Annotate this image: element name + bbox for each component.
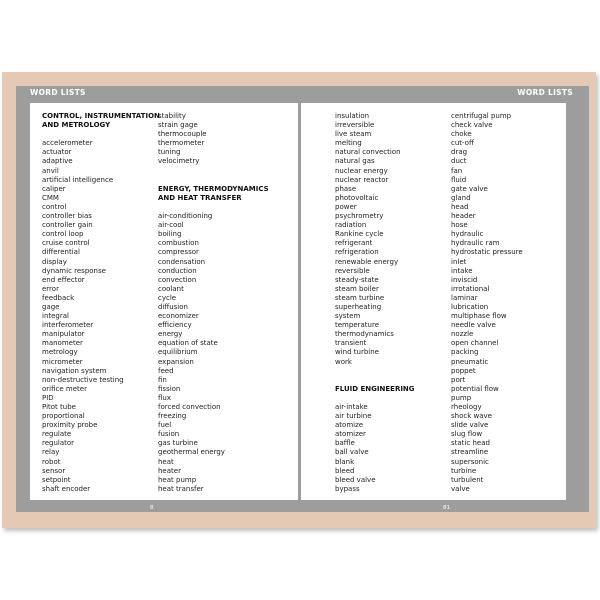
word-entry: drag bbox=[451, 148, 468, 157]
word-entry: Pitot tube bbox=[42, 403, 76, 411]
word-entry: rheology bbox=[451, 403, 482, 411]
word-entry: atomizer bbox=[335, 430, 366, 439]
word-entry: setpoint bbox=[42, 475, 71, 484]
word-entry: hose bbox=[451, 221, 468, 230]
word-entry: metrology bbox=[42, 348, 78, 357]
word-entry: accelerometer bbox=[42, 139, 93, 148]
word-entry: navigation system bbox=[42, 366, 107, 375]
word-entry: radiation bbox=[335, 221, 367, 230]
word-entry: tuning bbox=[158, 148, 181, 157]
word-entry: control loop bbox=[42, 230, 84, 239]
word-entry: lubrication bbox=[451, 302, 489, 311]
word-entry: caliper bbox=[42, 184, 66, 193]
word-entry: refrigeration bbox=[335, 248, 379, 257]
word-entry: thermodynamics bbox=[335, 330, 394, 339]
word-entry: hydrostatic pressure bbox=[451, 248, 523, 257]
word-entry: system bbox=[335, 312, 361, 321]
word-entry: centrifugal pump bbox=[451, 112, 512, 120]
word-entry: nuclear energy bbox=[335, 166, 388, 175]
word-entry: nozzle bbox=[451, 330, 474, 339]
word-entry: pneumatic bbox=[451, 357, 489, 366]
word-entry: bleed bbox=[335, 466, 355, 475]
page-number-right: 81 bbox=[443, 505, 450, 511]
word-entry: expansion bbox=[158, 357, 194, 366]
word-entry: CMM bbox=[42, 193, 59, 202]
word-entry: poppet bbox=[451, 366, 476, 375]
word-entry: proportional bbox=[42, 412, 85, 421]
word-entry: header bbox=[451, 212, 476, 221]
word-entry: bleed valve bbox=[335, 475, 376, 484]
word-entry: fluid bbox=[451, 175, 467, 184]
word-entry: manipulator bbox=[42, 330, 85, 339]
word-entry: transient bbox=[335, 339, 367, 348]
word-entry: reversible bbox=[335, 266, 370, 275]
word-column-2 bbox=[158, 112, 269, 494]
word-column-4 bbox=[451, 112, 523, 494]
word-entry: duct bbox=[451, 157, 467, 166]
word-entry: steam boiler bbox=[335, 284, 379, 293]
word-entry: port bbox=[451, 375, 466, 384]
word-entry: artificial intelligence bbox=[42, 175, 114, 184]
word-entry: economizer bbox=[158, 312, 199, 321]
word-entry: ball valve bbox=[335, 448, 369, 457]
word-entry: inviscid bbox=[451, 275, 478, 284]
word-entry: integral bbox=[42, 312, 69, 321]
word-entry: shock wave bbox=[451, 412, 492, 421]
word-entry: dynamic response bbox=[42, 266, 106, 275]
word-entry: shaft encoder bbox=[42, 484, 91, 493]
word-entry: feedback bbox=[42, 293, 75, 302]
word-entry: combustion bbox=[158, 239, 199, 248]
word-entry: temperature bbox=[335, 321, 379, 330]
word-entry: relay bbox=[42, 448, 60, 457]
word-entry: baffle bbox=[335, 439, 355, 448]
word-entry: non-destructive testing bbox=[42, 375, 124, 384]
word-entry: multiphase flow bbox=[451, 312, 507, 321]
word-entry: air-intake bbox=[335, 403, 368, 411]
word-entry: actuator bbox=[42, 148, 72, 157]
word-entry: turbulent bbox=[451, 475, 484, 484]
word-entry: heater bbox=[158, 466, 181, 475]
word-column-1 bbox=[42, 112, 160, 494]
section-heading: AND METROLOGY bbox=[42, 121, 111, 130]
word-entry: differential bbox=[42, 248, 80, 257]
page-number-left: 8 bbox=[150, 505, 154, 511]
word-entry: wind turbine bbox=[335, 348, 379, 357]
word-entry: gage bbox=[42, 302, 60, 311]
word-entry: fusion bbox=[158, 430, 180, 439]
word-entry: steady-state bbox=[335, 275, 379, 284]
word-entry: photovoltaic bbox=[335, 193, 379, 202]
word-entry: efficiency bbox=[158, 321, 192, 330]
word-entry: heat transfer bbox=[158, 484, 204, 493]
word-entry: air-conditioning bbox=[158, 212, 213, 221]
word-entry: fin bbox=[158, 375, 167, 384]
section-heading: FLUID ENGINEERING bbox=[335, 384, 415, 393]
word-entry: superheating bbox=[335, 302, 382, 311]
word-entry: hydraulic ram bbox=[451, 239, 500, 248]
word-entry: sensor bbox=[42, 466, 66, 475]
word-entry: Rankine cycle bbox=[335, 230, 384, 239]
running-header-right: WORD LISTS bbox=[517, 88, 573, 97]
word-entry: heat pump bbox=[158, 475, 197, 484]
word-entry: irrotational bbox=[451, 284, 490, 293]
word-entry: freezing bbox=[158, 412, 187, 421]
word-entry: orifice meter bbox=[42, 384, 87, 393]
word-entry: potential flow bbox=[451, 384, 499, 393]
word-entry: packing bbox=[451, 348, 479, 357]
word-entry: cycle bbox=[158, 293, 177, 302]
word-entry: error bbox=[42, 284, 59, 293]
word-entry: diffusion bbox=[158, 302, 188, 311]
word-entry: check valve bbox=[451, 121, 493, 130]
word-entry: anvil bbox=[42, 166, 59, 175]
word-entry: equilibrium bbox=[158, 348, 198, 357]
word-entry: gate valve bbox=[451, 184, 488, 193]
word-entry: intake bbox=[451, 266, 473, 275]
word-entry: renewable energy bbox=[335, 257, 399, 266]
word-entry: natural gas bbox=[335, 157, 375, 166]
word-entry: bypass bbox=[335, 484, 360, 493]
word-entry: nuclear reactor bbox=[335, 175, 389, 184]
word-entry: conduction bbox=[158, 266, 197, 275]
word-entry: feed bbox=[158, 366, 174, 375]
section-heading: CONTROL, INSTRUMENTATION bbox=[42, 112, 160, 120]
word-entry: end effector bbox=[42, 275, 85, 284]
word-entry: thermocouple bbox=[158, 130, 207, 139]
word-entry: laminar bbox=[451, 293, 478, 302]
word-entry: controller bias bbox=[42, 212, 92, 221]
word-entry: adaptive bbox=[42, 157, 73, 166]
word-entry: flux bbox=[158, 393, 171, 402]
word-entry: live steam bbox=[335, 130, 372, 139]
word-entry: choke bbox=[451, 130, 472, 139]
word-entry: gland bbox=[451, 193, 471, 202]
word-entry: velocimetry bbox=[158, 157, 200, 166]
word-entry: steam turbine bbox=[335, 293, 385, 302]
word-entry: thermometer bbox=[158, 139, 205, 148]
word-entry: heat bbox=[158, 457, 174, 466]
word-entry: PID bbox=[42, 393, 54, 402]
word-entry: psychrometry bbox=[335, 212, 384, 221]
word-entry: energy bbox=[158, 330, 183, 339]
word-entry: valve bbox=[451, 484, 470, 493]
word-entry: insulation bbox=[335, 112, 370, 120]
word-entry: controller gain bbox=[42, 221, 93, 230]
word-entry: regulator bbox=[42, 439, 75, 448]
word-entry: convection bbox=[158, 275, 197, 284]
word-entry: phase bbox=[335, 184, 357, 193]
word-entry: fan bbox=[451, 166, 463, 175]
word-entry: strain gage bbox=[158, 121, 198, 130]
section-heading: ENERGY, THERMODYNAMICS bbox=[158, 184, 269, 193]
word-entry: micrometer bbox=[42, 357, 83, 366]
word-entry: equation of state bbox=[158, 339, 218, 348]
word-entry: head bbox=[451, 202, 469, 211]
word-entry: blank bbox=[335, 457, 355, 466]
word-entry: needle valve bbox=[451, 321, 496, 330]
word-entry: irreversible bbox=[335, 121, 375, 130]
word-entry: work bbox=[335, 357, 352, 366]
word-entry: control bbox=[42, 202, 67, 211]
word-entry: air turbine bbox=[335, 412, 372, 421]
word-entry: interferometer bbox=[42, 321, 94, 330]
word-entry: turbine bbox=[451, 466, 477, 475]
word-entry: natural convection bbox=[335, 148, 401, 157]
word-entry: condensation bbox=[158, 257, 206, 266]
word-entry: robot bbox=[42, 457, 61, 466]
word-entry: slide valve bbox=[451, 421, 489, 430]
word-entry: slug flow bbox=[451, 430, 483, 439]
word-entry: melting bbox=[335, 139, 362, 148]
word-entry: proximity probe bbox=[42, 421, 98, 430]
word-entry: refrigerant bbox=[335, 239, 373, 248]
word-entry: atomize bbox=[335, 421, 364, 430]
word-entry: inlet bbox=[451, 257, 467, 266]
word-entry: boiling bbox=[158, 230, 182, 239]
word-column-3 bbox=[335, 112, 415, 494]
word-entry: open channel bbox=[451, 339, 499, 348]
word-entry: coolant bbox=[158, 284, 184, 293]
word-entry: fuel bbox=[158, 421, 172, 430]
word-entry: geothermal energy bbox=[158, 448, 225, 457]
word-entry: power bbox=[335, 202, 357, 211]
word-entry: supersonic bbox=[451, 457, 489, 466]
word-entry: air-cool bbox=[158, 221, 184, 230]
word-entry: forced convection bbox=[158, 403, 221, 411]
word-entry: fission bbox=[158, 384, 181, 393]
word-entry: static head bbox=[451, 439, 490, 448]
word-entry: pump bbox=[451, 393, 472, 402]
word-entry: compressor bbox=[158, 248, 199, 257]
word-entry: cruise control bbox=[42, 239, 90, 248]
word-entry: streamline bbox=[451, 448, 489, 457]
word-entry: regulate bbox=[42, 430, 72, 439]
section-heading: AND HEAT TRANSFER bbox=[158, 193, 242, 202]
word-entry: gas turbine bbox=[158, 439, 198, 448]
word-entry: cut-off bbox=[451, 139, 474, 148]
word-entry: hydraulic bbox=[451, 230, 484, 239]
word-entry: display bbox=[42, 257, 67, 266]
running-header-left: WORD LISTS bbox=[30, 88, 86, 97]
word-entry: manometer bbox=[42, 339, 83, 348]
word-entry: stability bbox=[158, 112, 186, 120]
